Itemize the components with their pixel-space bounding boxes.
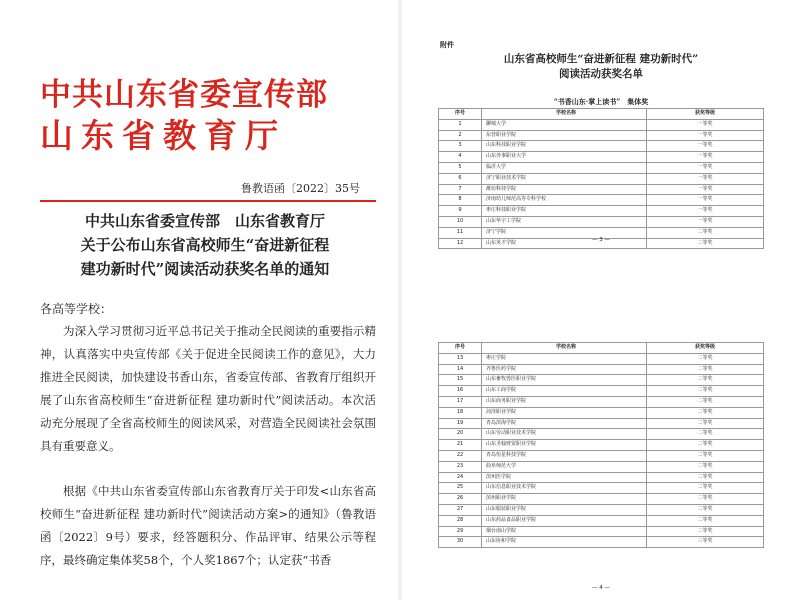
notice-title-line-2: 关于公布山东省高校师生“奋进新征程 bbox=[80, 236, 330, 254]
cell-level: 二等奖 bbox=[647, 515, 764, 526]
cell-no: 26 bbox=[439, 494, 482, 505]
body-paragraph-2: 根据《中共山东省委宣传部山东省教育厅关于印发<山东省高校师生“奋进新征程 建功新时代”阅读活动方案>的通知》（鲁教语函〔2022〕9号）要求，经答题积分、作品评审、结果公示等程序，最终确定集体奖58个，个人奖1867个；认定获“书香 bbox=[40, 484, 376, 567]
cell-level: 一等奖 bbox=[647, 141, 764, 152]
cell-no: 15 bbox=[439, 375, 482, 386]
cell-level: 二等奖 bbox=[647, 386, 764, 397]
cell-no: 6 bbox=[439, 173, 482, 184]
cell-school: 聊城大学 bbox=[482, 119, 647, 130]
table-header-row bbox=[439, 109, 764, 120]
table-row bbox=[439, 184, 764, 195]
table-row bbox=[439, 440, 764, 451]
table-row bbox=[439, 396, 764, 407]
cell-no: 23 bbox=[439, 461, 482, 472]
cell-no: 7 bbox=[439, 184, 482, 195]
cell-level: 二等奖 bbox=[647, 440, 764, 451]
column-header-level: 获奖等级 bbox=[647, 343, 764, 354]
cell-level: 二等奖 bbox=[647, 472, 764, 483]
cell-level: 二等奖 bbox=[647, 396, 764, 407]
cell-no: 12 bbox=[439, 238, 482, 249]
cell-level: 二等奖 bbox=[647, 407, 764, 418]
cell-level: 二等奖 bbox=[647, 227, 764, 238]
cell-school: 东营职业学院 bbox=[482, 130, 647, 141]
cell-no: 14 bbox=[439, 364, 482, 375]
attachment-title-line-1: 山东省高校师生“奋进新征程 建功新时代” bbox=[503, 53, 699, 65]
cell-school: 山东圣翰财贸职业学院 bbox=[482, 440, 647, 451]
cell-no: 22 bbox=[439, 450, 482, 461]
cell-school: 山东商务职业学院 bbox=[482, 396, 647, 407]
cell-no: 3 bbox=[439, 141, 482, 152]
page-number-3: — 3 — bbox=[592, 237, 610, 243]
cell-level: 一等奖 bbox=[647, 195, 764, 206]
cell-level: 三等奖 bbox=[647, 537, 764, 548]
cell-school: 山东工商学院 bbox=[482, 386, 647, 397]
cell-no: 20 bbox=[439, 429, 482, 440]
body-paragraph-1: 为深入学习贯彻习近平总书记关于推动全民阅读的重要指示精神，认真落实中央宣传部《关于促进全民阅读工作的意见》，大力推进全民阅读，加快建设书香山东，省委宣传部、省教育厅组织开展了山东省高校师生“奋进新征程 建功新时代”阅读活动。本次活动充分展现了全省高校师生的阅读风采，对营造全民阅读社会氛围具有重要意义。 bbox=[40, 324, 376, 453]
cell-school: 济宁学院 bbox=[482, 227, 647, 238]
cell-school: 山东服装职业学院 bbox=[482, 504, 647, 515]
table-row bbox=[439, 450, 764, 461]
cell-no: 4 bbox=[439, 152, 482, 163]
left-page bbox=[0, 0, 398, 600]
table-row bbox=[439, 461, 764, 472]
table-row bbox=[439, 483, 764, 494]
cell-school: 青岛滨海学院 bbox=[482, 418, 647, 429]
cell-no: 30 bbox=[439, 537, 482, 548]
table-row bbox=[439, 162, 764, 173]
awards-table-top bbox=[438, 108, 764, 249]
table-row bbox=[439, 472, 764, 483]
column-header-no: 序号 bbox=[439, 109, 482, 120]
table-row bbox=[439, 173, 764, 184]
attachment-label: 附件 bbox=[440, 40, 454, 49]
cell-no: 21 bbox=[439, 440, 482, 451]
cell-level: 二等奖 bbox=[647, 461, 764, 472]
cell-school: 齐鲁医药学院 bbox=[482, 364, 647, 375]
column-header-school: 学校名称 bbox=[482, 109, 647, 120]
cell-level: 二等奖 bbox=[647, 418, 764, 429]
table-row bbox=[439, 141, 764, 152]
cell-no: 29 bbox=[439, 526, 482, 537]
cell-school: 山东华宇工学院 bbox=[482, 216, 647, 227]
cell-level: 二等奖 bbox=[647, 450, 764, 461]
table-row bbox=[439, 364, 764, 375]
table-row bbox=[439, 429, 764, 440]
table-row bbox=[439, 494, 764, 505]
table-row bbox=[439, 407, 764, 418]
cell-school: 山东畜牧兽医职业学院 bbox=[482, 375, 647, 386]
table-row bbox=[439, 130, 764, 141]
cell-no: 9 bbox=[439, 206, 482, 217]
cell-level: 二等奖 bbox=[647, 429, 764, 440]
cell-level: 二等奖 bbox=[647, 364, 764, 375]
cell-school: 山东信息职业技术学院 bbox=[482, 483, 647, 494]
cell-school: 济宁职业技术学院 bbox=[482, 173, 647, 184]
table-row bbox=[439, 195, 764, 206]
cell-no: 18 bbox=[439, 407, 482, 418]
cell-school: 烟台南山学院 bbox=[482, 526, 647, 537]
table-row bbox=[439, 216, 764, 227]
cell-school: 潍坊科技学院 bbox=[482, 184, 647, 195]
issuer-header-line-1: 中共山东省委宣传部 bbox=[40, 77, 328, 113]
issuer-header-line-2: 山东省教育厅 bbox=[40, 116, 286, 155]
cell-no: 10 bbox=[439, 216, 482, 227]
cell-school: 山东药品食品职业学院 bbox=[482, 515, 647, 526]
cell-school: 山东科技职业学院 bbox=[482, 141, 647, 152]
cell-no: 1 bbox=[439, 119, 482, 130]
cell-school: 枣庄科技职业学院 bbox=[482, 206, 647, 217]
attachment-title-line-2: 阅读活动获奖名单 bbox=[559, 68, 643, 80]
cell-no: 24 bbox=[439, 472, 482, 483]
document-number: 鲁教语函〔2022〕35号 bbox=[241, 182, 360, 195]
cell-level: 一等奖 bbox=[647, 206, 764, 217]
column-header-level: 获奖等级 bbox=[647, 109, 764, 120]
table-row bbox=[439, 206, 764, 217]
cell-no: 11 bbox=[439, 227, 482, 238]
cell-level: 二等奖 bbox=[647, 483, 764, 494]
table-row bbox=[439, 152, 764, 163]
column-header-no: 序号 bbox=[439, 343, 482, 354]
cell-level: 一等奖 bbox=[647, 119, 764, 130]
cell-no: 25 bbox=[439, 483, 482, 494]
cell-no: 8 bbox=[439, 195, 482, 206]
notice-title-line-3: 建功新时代”阅读活动获奖名单的通知 bbox=[80, 260, 330, 278]
right-page bbox=[402, 0, 800, 600]
table-row bbox=[439, 375, 764, 386]
award-category-subtitle: “书香山东·掌上读书” 集体奖 bbox=[553, 97, 649, 106]
table-row bbox=[439, 353, 764, 364]
cell-no: 28 bbox=[439, 515, 482, 526]
cell-level: 一等奖 bbox=[647, 152, 764, 163]
cell-no: 27 bbox=[439, 504, 482, 515]
cell-no: 2 bbox=[439, 130, 482, 141]
cell-level: 二等奖 bbox=[647, 504, 764, 515]
cell-level: 二等奖 bbox=[647, 526, 764, 537]
table-row bbox=[439, 119, 764, 130]
cell-school: 菏泽职业学院 bbox=[482, 407, 647, 418]
cell-no: 13 bbox=[439, 353, 482, 364]
cell-school: 山东外事职业大学 bbox=[482, 152, 647, 163]
table-header-row bbox=[439, 343, 764, 354]
cell-level: 一等奖 bbox=[647, 162, 764, 173]
cell-no: 19 bbox=[439, 418, 482, 429]
cell-level: 一等奖 bbox=[647, 173, 764, 184]
notice-title-line-1: 中共山东省委宣传部 山东省教育厅 bbox=[84, 212, 325, 230]
cell-school: 青岛恒星科技学院 bbox=[482, 450, 647, 461]
table-row bbox=[439, 386, 764, 397]
awards-table-bottom bbox=[438, 342, 764, 548]
table-row bbox=[439, 515, 764, 526]
column-header-school: 学校名称 bbox=[482, 343, 647, 354]
cell-level: 二等奖 bbox=[647, 375, 764, 386]
table-row bbox=[439, 537, 764, 548]
cell-level: 二等奖 bbox=[647, 494, 764, 505]
cell-school: 山东劳动职业技术学院 bbox=[482, 429, 647, 440]
page-number-4: — 4 — bbox=[592, 585, 610, 591]
cell-school: 临沂大学 bbox=[482, 162, 647, 173]
cell-school: 济南幼儿师范高等专科学校 bbox=[482, 195, 647, 206]
table-row bbox=[439, 526, 764, 537]
cell-no: 5 bbox=[439, 162, 482, 173]
cell-no: 17 bbox=[439, 396, 482, 407]
table-row bbox=[439, 418, 764, 429]
cell-school: 山东英才学院 bbox=[482, 238, 647, 249]
cell-school: 枣庄学院 bbox=[482, 353, 647, 364]
cell-no: 16 bbox=[439, 386, 482, 397]
cell-level: 二等奖 bbox=[647, 238, 764, 249]
cell-school: 滨州职业学院 bbox=[482, 494, 647, 505]
cell-school: 山东协和学院 bbox=[482, 537, 647, 548]
cell-school: 曲阜师范大学 bbox=[482, 461, 647, 472]
red-divider bbox=[40, 200, 376, 202]
cell-level: 一等奖 bbox=[647, 184, 764, 195]
cell-level: 一等奖 bbox=[647, 130, 764, 141]
table-row bbox=[439, 504, 764, 515]
cell-school: 滨州医学院 bbox=[482, 472, 647, 483]
salutation: 各高等学校： bbox=[40, 302, 113, 316]
cell-level: 一等奖 bbox=[647, 216, 764, 227]
cell-level: 二等奖 bbox=[647, 353, 764, 364]
